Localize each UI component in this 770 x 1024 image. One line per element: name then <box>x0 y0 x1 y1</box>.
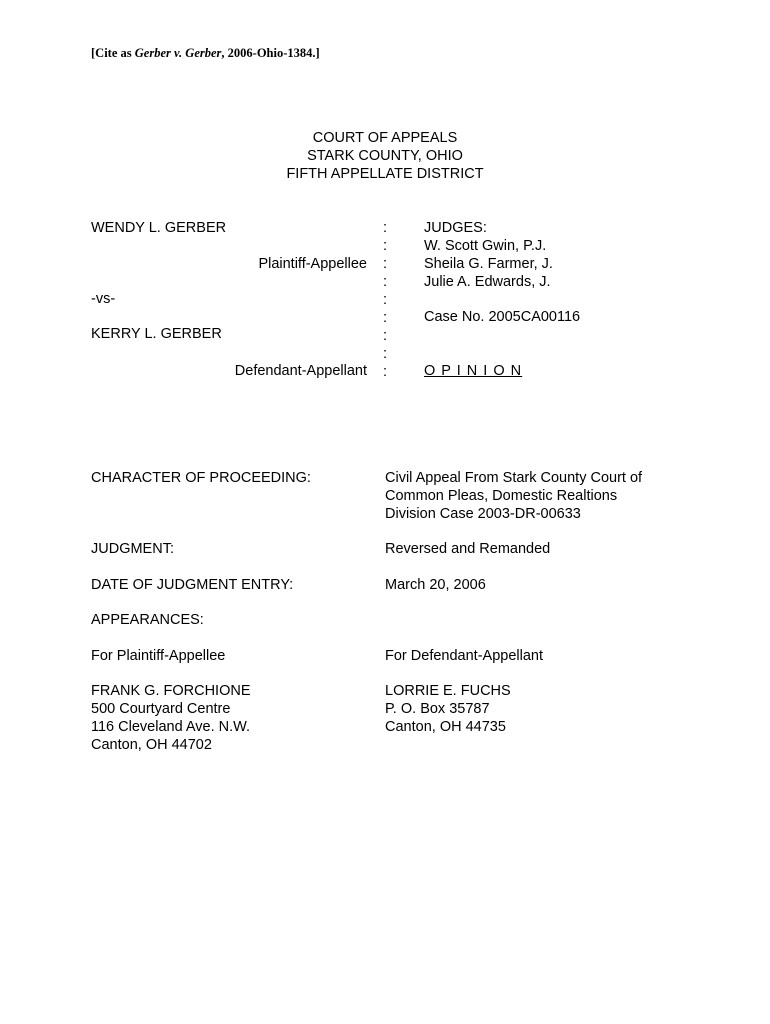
address-line: Canton, OH 44735 <box>385 719 506 735</box>
address-line: FRANK G. FORCHIONE <box>91 683 251 699</box>
judgment-label: JUDGMENT: <box>91 541 174 557</box>
judgment-date-value: March 20, 2006 <box>385 577 486 593</box>
plaintiff-counsel-heading: For Plaintiff-Appellee <box>91 648 226 664</box>
proceeding-label: CHARACTER OF PROCEEDING: <box>91 470 311 486</box>
court-name: COURT OF APPEALS <box>312 130 458 146</box>
court-heading <box>0 129 770 183</box>
address-line: Canton, OH 44702 <box>91 737 212 753</box>
citation-suffix: , 2006-Ohio-1384.] <box>221 46 320 60</box>
defendant-role: Defendant-Appellant <box>234 363 367 379</box>
plaintiff-role: Plaintiff-Appellee <box>258 256 367 272</box>
proceeding-line: Division Case 2003-DR-00633 <box>385 506 581 522</box>
judge-name: Sheila G. Farmer, J. <box>424 256 553 272</box>
proceeding-line: Common Pleas, Domestic Realtions <box>385 488 618 504</box>
citation-case-name: Gerber v. Gerber <box>134 46 222 60</box>
address-line: 116 Cleveland Ave. N.W. <box>91 719 251 735</box>
defendant-counsel-heading: For Defendant-Appellant <box>385 648 543 664</box>
address-line: P. O. Box 35787 <box>385 701 490 717</box>
caption-colon: : <box>383 310 388 326</box>
caption-colon: : <box>383 238 388 254</box>
judge-name: Julie A. Edwards, J. <box>424 274 551 290</box>
defendant-counsel-address <box>385 682 511 736</box>
caption-colon: : <box>383 274 388 290</box>
judge-name: W. Scott Gwin, P.J. <box>424 238 547 254</box>
citation-prefix: [Cite as <box>91 46 135 60</box>
case-number: Case No. 2005CA00116 <box>424 309 581 325</box>
judgment-value: Reversed and Remanded <box>385 541 551 557</box>
caption-colon: : <box>383 328 388 344</box>
judges-panel <box>424 219 553 291</box>
judgment-date-label: DATE OF JUDGMENT ENTRY: <box>91 577 294 593</box>
proceeding-value <box>385 469 642 523</box>
citation-header <box>91 44 320 62</box>
court-county: STARK COUNTY, OHIO <box>307 148 463 164</box>
appearances-label: APPEARANCES: <box>91 612 204 628</box>
versus-label: -vs- <box>91 291 116 307</box>
caption-colon-column <box>383 219 387 381</box>
judges-label: JUDGES: <box>424 220 487 236</box>
plaintiff-counsel-address <box>91 682 251 754</box>
address-line: LORRIE E. FUCHS <box>385 683 511 699</box>
address-line: 500 Courtyard Centre <box>91 701 231 717</box>
caption-colon: : <box>383 256 388 272</box>
opinion-title: O P I N I O N <box>424 363 523 379</box>
caption-colon: : <box>383 220 388 236</box>
caption-colon: : <box>383 292 388 308</box>
defendant-name: KERRY L. GERBER <box>91 326 222 342</box>
caption-colon: : <box>383 364 388 380</box>
caption-colon: : <box>383 346 388 362</box>
court-district: FIFTH APPELLATE DISTRICT <box>286 166 484 182</box>
proceeding-line: Civil Appeal From Stark County Court of <box>385 470 643 486</box>
plaintiff-name: WENDY L. GERBER <box>91 220 227 236</box>
